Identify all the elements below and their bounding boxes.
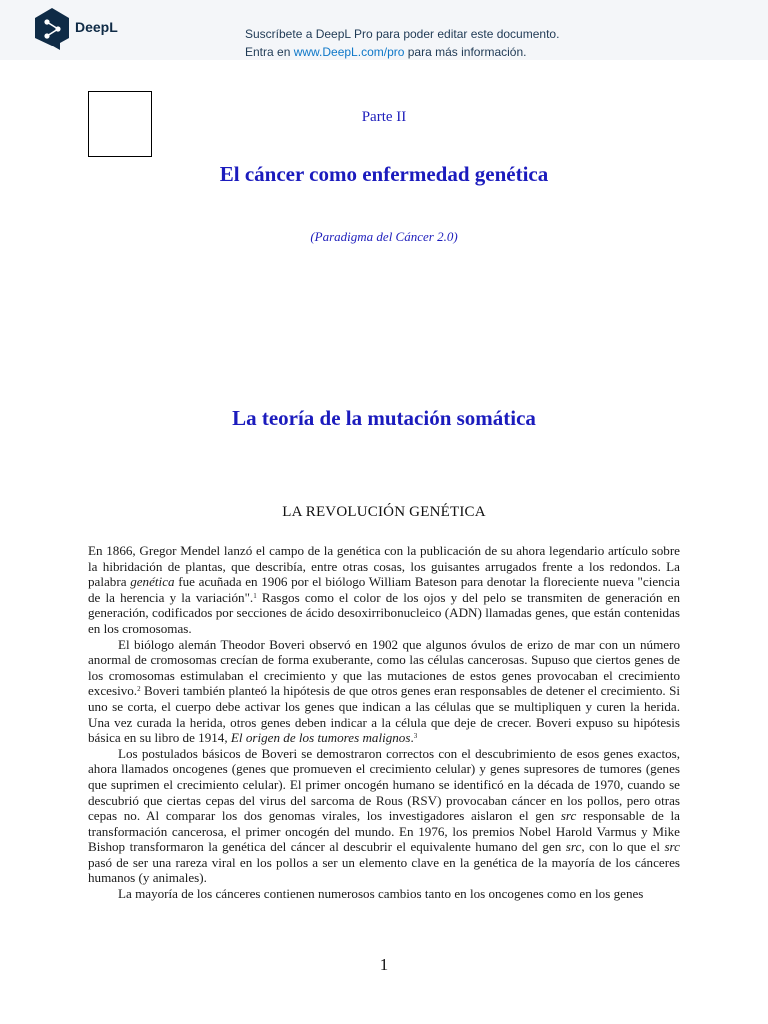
footnote-ref: 2	[137, 685, 141, 694]
document-subtitle: (Paradigma del Cáncer 2.0)	[310, 229, 458, 244]
section-heading: LA REVOLUCIÓN GENÉTICA	[282, 504, 486, 520]
notice-prefix: Entra en	[245, 45, 294, 59]
deepl-logo-icon[interactable]	[33, 7, 71, 51]
part-label: Parte II	[361, 109, 407, 125]
footnote-ref: 3	[413, 732, 418, 741]
page-number: 1	[379, 955, 389, 974]
body-text	[88, 543, 680, 902]
notice-line-1: Suscríbete a DeepL Pro para poder editar este documento.	[245, 27, 560, 41]
paragraph-1: En 1866, Gregor Mendel lanzó el campo de la genética con la publicación de su ahora legendario artículo sobre la hibridación de plantas, que describía, entre otras cosas, los guisantes arrugados frente a los redondos. La palabra genética fue acuñada en 1906 por el biólogo William Bateson para denotar la floreciente nueva "ciencia de la herencia y la variación".$^1$ Rasgos como el color de los ojos y del pelo se transmiten de generación en generación, codificados por secciones de ácido desoxirribonucleico (ADN) llamadas genes, que están contenidas en los cromosomas.	[88, 543, 681, 636]
paragraph-2: El biólogo alemán Theodor Boveri observó en 1902 que algunos óvulos de erizo de mar con un número anormal de cromosomas crecían de forma exuberante, como las células cancerosas. Supuso que ciertos genes de los cromosomas estimulaban el crecimiento y que las mutaciones de estos genes provocaban el crecimiento excesivo.$^2$ Boveri también planteó la hipótesis de que otros genes eran responsables de detener el crecimiento. Si uno se corta, el cuerpo debe activar los genes que indican a las células que se multipliquen y curen la herida. Una vez curada la herida, otros genes deben indicar a la célula que deje de crecer. Boveri expuso su hipótesis básica en su libro de 1914, El origen de los tumores malignos.$^3$	[88, 636, 680, 746]
chapter-title: La teoría de la mutación somática	[232, 406, 536, 430]
paragraph-4: La mayoría de los cánceres contienen numerosos cambios tanto en los oncogenes como en los genes	[118, 886, 644, 902]
deepl-pro-link[interactable]: www.DeepL.com/pro	[293, 45, 405, 59]
deepl-banner	[0, 0, 768, 60]
footnote-ref: 1	[253, 591, 257, 600]
notice-suffix: para más información.	[404, 45, 527, 59]
document-title: El cáncer como enfermedad genética	[219, 162, 549, 186]
deepl-logo-text[interactable]: DeepL	[75, 19, 118, 35]
notice-line-2	[245, 43, 526, 61]
paragraph-3: Los postulados básicos de Boveri se demostraron correctos con el descubrimiento de esos genes exactos, ahora llamados oncogenes (genes que promueven el crecimiento celular) y genes supresores de tumores (genes que suprimen el crecimiento celular). El primer oncogén humano se identificó en la década de 1970, cuando se descubrió que ciertas cepas del virus del sarcoma de Rous (RSV) provocaban cáncer en los pollos, pero otras cepas no. Al comparar los dos genomas virales, los investigadores aislaron el gen src responsable de la transformación cancerosa, el primer oncogén del mundo. En 1976, los premios Nobel Harold Varmus y Mike Bishop transformaron la genética del cáncer al descubrir el equivalente humano del gen src, con lo que el src pasó de ser una rareza viral en los pollos a ser un elemento clave en la genética de la mayoría de los cánceres humanos (y animales).	[88, 745, 680, 886]
